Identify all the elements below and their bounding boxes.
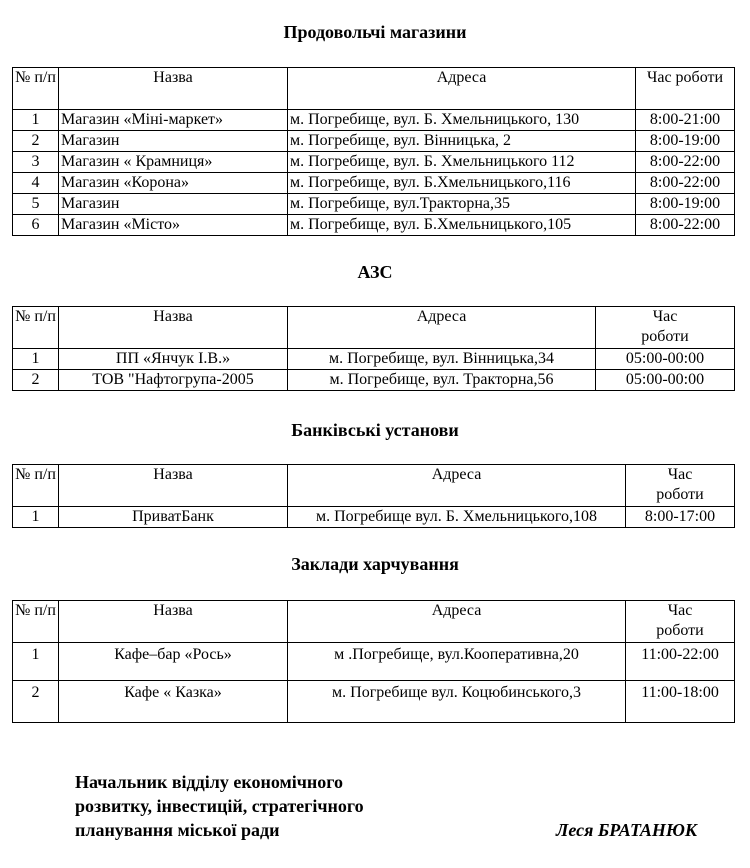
section-title-bank: Банківські установи: [291, 420, 459, 440]
row-name: Магазин «Міні-маркет»: [59, 110, 288, 131]
row-name: Магазин « Крамниця»: [59, 152, 288, 173]
row-name: Магазин «Місто»: [59, 215, 288, 236]
gas-stations-table: [12, 306, 735, 391]
row-address: м. Погребище, вул. Вінницька,34: [288, 349, 596, 370]
row-num: 1: [13, 349, 59, 370]
table-header-row: [13, 307, 735, 349]
row-hours: 8:00-22:00: [636, 152, 735, 173]
row-num: 4: [13, 173, 59, 194]
header-hours: Час роботи: [626, 601, 735, 643]
header-address: Адреса: [288, 68, 636, 110]
row-hours: 8:00-19:00: [636, 131, 735, 152]
row-name: Магазин: [59, 194, 288, 215]
header-address: Адреса: [288, 307, 596, 349]
row-num: 2: [13, 131, 59, 152]
row-num: 3: [13, 152, 59, 173]
section-title-food-service: Заклади харчування: [291, 554, 459, 574]
row-address: м. Погребище, вул.Тракторна,35: [288, 194, 636, 215]
row-hours: 8:00-22:00: [636, 173, 735, 194]
row-num: 1: [13, 507, 59, 528]
row-address: м. Погребище, вул. Тракторна,56: [288, 370, 596, 391]
table-row: [13, 110, 735, 131]
position-line: планування міської ради: [75, 820, 280, 840]
row-hours: 8:00-22:00: [636, 215, 735, 236]
row-hours: 05:00-00:00: [596, 370, 735, 391]
row-num: 6: [13, 215, 59, 236]
row-num: 5: [13, 194, 59, 215]
signatory-name: Леся БРАТАНЮК: [556, 820, 698, 840]
signatory-position: [75, 770, 364, 842]
table-row: [13, 215, 735, 236]
row-hours: 8:00-17:00: [626, 507, 735, 528]
table-row: [13, 643, 735, 681]
header-name: Назва: [59, 307, 288, 349]
header-name: Назва: [59, 68, 288, 110]
position-line: розвитку, інвестицій, стратегічного: [75, 796, 364, 816]
header-hours: Час роботи: [596, 307, 735, 349]
row-name: Магазин: [59, 131, 288, 152]
row-address: м. Погребище, вул. Б.Хмельницького,116: [288, 173, 636, 194]
section-title-gas: АЗС: [357, 262, 393, 282]
header-hours: Час роботи: [636, 68, 735, 110]
position-line: Начальник відділу економічного: [75, 772, 344, 792]
food-stores-table: [12, 67, 735, 236]
table-row: [13, 507, 735, 528]
table-header-row: [13, 68, 735, 110]
row-address: м. Погребище вул. Б. Хмельницького,108: [288, 507, 626, 528]
row-name: ПриватБанк: [59, 507, 288, 528]
header-num: № п/п: [13, 68, 59, 110]
table-row: [13, 173, 735, 194]
row-address: м. Погребище, вул. Б. Хмельницького 112: [288, 152, 636, 173]
table-row: [13, 349, 735, 370]
table-row: [13, 370, 735, 391]
header-hours: Час роботи: [626, 465, 735, 507]
header-num: № п/п: [13, 307, 59, 349]
header-address: Адреса: [288, 465, 626, 507]
row-address: м. Погребище, вул. Б. Хмельницького, 130: [288, 110, 636, 131]
row-hours: 8:00-21:00: [636, 110, 735, 131]
row-address: м. Погребище вул. Коцюбинського,3: [288, 681, 626, 723]
header-name: Назва: [59, 601, 288, 643]
row-hours: 11:00-22:00: [626, 643, 735, 681]
food-service-table: [12, 600, 735, 723]
row-name: ТОВ "Нафтогрупа-2005: [59, 370, 288, 391]
row-name: Кафе–бар «Рось»: [59, 643, 288, 681]
table-header-row: [13, 465, 735, 507]
row-address: м .Погребище, вул.Кооперативна,20: [288, 643, 626, 681]
header-num: № п/п: [13, 465, 59, 507]
header-name: Назва: [59, 465, 288, 507]
row-address: м. Погребище, вул. Вінницька, 2: [288, 131, 636, 152]
row-hours: 11:00-18:00: [626, 681, 735, 723]
table-row: [13, 681, 735, 723]
table-row: [13, 131, 735, 152]
table-header-row: [13, 601, 735, 643]
row-name: ПП «Янчук І.В.»: [59, 349, 288, 370]
banks-table: [12, 464, 735, 528]
table-row: [13, 194, 735, 215]
row-num: 1: [13, 110, 59, 131]
row-num: 2: [13, 370, 59, 391]
header-num: № п/п: [13, 601, 59, 643]
row-hours: 05:00-00:00: [596, 349, 735, 370]
row-num: 2: [13, 681, 59, 723]
row-name: Кафе « Казка»: [59, 681, 288, 723]
row-address: м. Погребище, вул. Б.Хмельницького,105: [288, 215, 636, 236]
row-hours: 8:00-19:00: [636, 194, 735, 215]
row-num: 1: [13, 643, 59, 681]
table-row: [13, 152, 735, 173]
row-name: Магазин «Корона»: [59, 173, 288, 194]
section-title-food: Продовольчі магазини: [283, 22, 467, 42]
header-address: Адреса: [288, 601, 626, 643]
